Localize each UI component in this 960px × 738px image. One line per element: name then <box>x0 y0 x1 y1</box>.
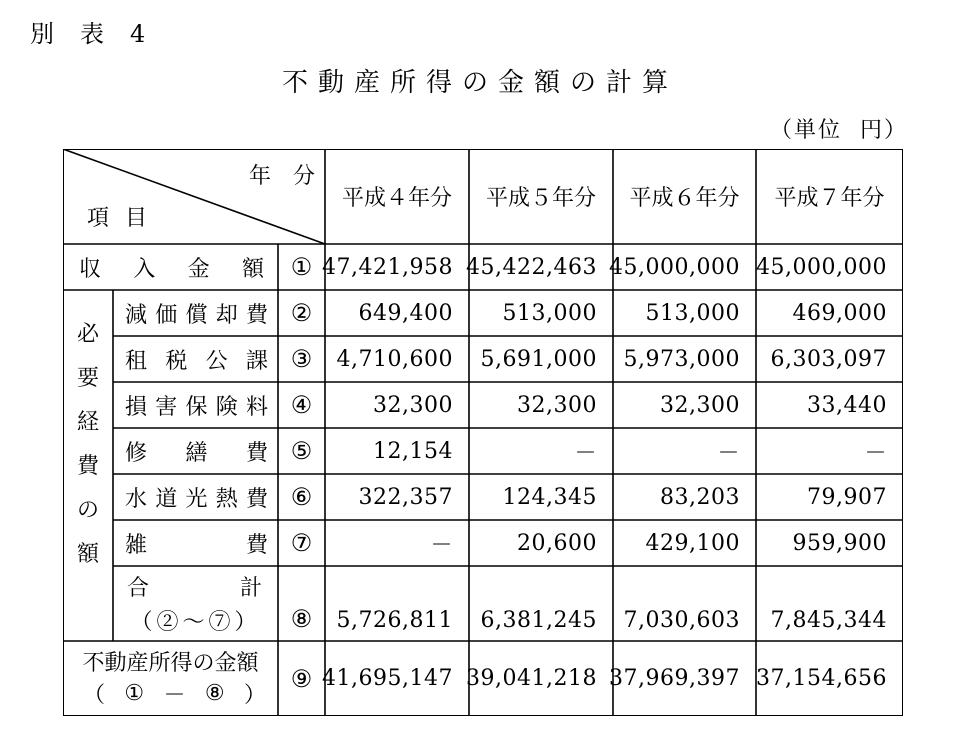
expense-label: 損 害 保 険 料 <box>125 394 268 420</box>
expense-label: 修 繕 費 <box>125 440 268 466</box>
expense-value: 33,440 <box>807 392 887 418</box>
dash-value: － <box>430 532 453 558</box>
total-label-char: 計 <box>239 575 262 601</box>
corner-item-char: 項 <box>86 205 109 231</box>
income-value: 45,000,000 <box>609 254 740 280</box>
expense-value: 513,000 <box>502 300 597 326</box>
expense-value: 4,710,600 <box>336 346 453 372</box>
net-label: 不動産所得の金額 <box>82 650 259 676</box>
corner-label-char: 目 <box>124 205 147 231</box>
net-label-formula: （ ① － ⑧ ） <box>83 680 266 708</box>
row-mark: ① <box>290 253 313 281</box>
income-calculation-table <box>63 149 903 716</box>
expense-value: 32,300 <box>660 392 740 418</box>
expense-value: 32,300 <box>373 392 453 418</box>
expense-label: 水 道 光 熱 費 <box>125 486 268 512</box>
income-value: 45,422,463 <box>466 254 597 280</box>
unit-note: （単位 円） <box>769 118 908 143</box>
row-mark: ③ <box>290 345 313 373</box>
expense-value: 429,100 <box>645 530 740 556</box>
expense-value: 513,000 <box>645 300 740 326</box>
net-value: 39,041,218 <box>466 666 597 691</box>
dash-value: － <box>717 440 740 466</box>
expense-value: 20,600 <box>517 530 597 556</box>
net-value: 37,154,656 <box>756 666 887 691</box>
row-mark: ⑦ <box>290 529 313 557</box>
expense-label: 減 価 償 却 費 <box>125 302 268 328</box>
expenses-group-char: 要 <box>76 365 99 391</box>
expense-value: 959,900 <box>792 530 887 556</box>
row-mark: ⑥ <box>290 483 313 511</box>
dash-value: － <box>864 440 887 466</box>
expense-value: 5,691,000 <box>480 346 597 372</box>
document-title: 不動産所得の金額の計算 <box>281 68 678 98</box>
expenses-group-char: 経 <box>76 409 99 435</box>
corner-part-char: 分 <box>292 163 315 189</box>
expenses-group-char: の <box>76 497 99 523</box>
expense-value: 124,345 <box>502 484 597 510</box>
appendix-label: 別 表 4 <box>30 20 146 48</box>
expenses-group-char: 必 <box>76 321 99 347</box>
row-mark: ⑧ <box>290 605 313 633</box>
total-value: 5,726,811 <box>336 608 453 633</box>
row-mark: ⑤ <box>290 437 313 465</box>
expense-value: 6,303,097 <box>770 346 887 372</box>
expense-label: 租 税 公 課 <box>125 348 268 374</box>
income-value: 47,421,958 <box>322 254 453 280</box>
net-value: 37,969,397 <box>609 666 740 691</box>
year-header: 平成５年分 <box>485 186 596 211</box>
row-mark: ④ <box>290 391 313 419</box>
year-header: 平成６年分 <box>629 186 740 211</box>
corner-year-char: 年 <box>248 163 271 189</box>
total-value: 7,030,603 <box>623 608 740 633</box>
total-value: 7,845,344 <box>770 608 887 633</box>
total-label-range: （②～⑦） <box>130 609 261 635</box>
expenses-group-char: 額 <box>76 541 99 567</box>
total-label-char: 合 <box>126 575 149 601</box>
dash-value: － <box>574 440 597 466</box>
year-header: 平成７年分 <box>774 186 885 211</box>
expense-value: 649,400 <box>358 300 453 326</box>
expense-value: 79,907 <box>807 484 887 510</box>
expenses-group-char: 費 <box>76 453 99 479</box>
income-label: 収 入 金 額 <box>79 256 264 282</box>
expense-value: 12,154 <box>373 438 453 464</box>
row-mark: ⑨ <box>290 664 313 693</box>
row-mark: ② <box>290 299 313 327</box>
total-value: 6,381,245 <box>480 608 597 633</box>
expense-label: 雑 費 <box>125 532 268 558</box>
income-value: 45,000,000 <box>756 254 887 280</box>
expense-value: 32,300 <box>517 392 597 418</box>
year-header: 平成４年分 <box>341 186 452 211</box>
expense-value: 83,203 <box>660 484 740 510</box>
expense-value: 469,000 <box>792 300 887 326</box>
expense-value: 322,357 <box>358 484 453 510</box>
expense-value: 5,973,000 <box>623 346 740 372</box>
net-value: 41,695,147 <box>322 666 453 691</box>
